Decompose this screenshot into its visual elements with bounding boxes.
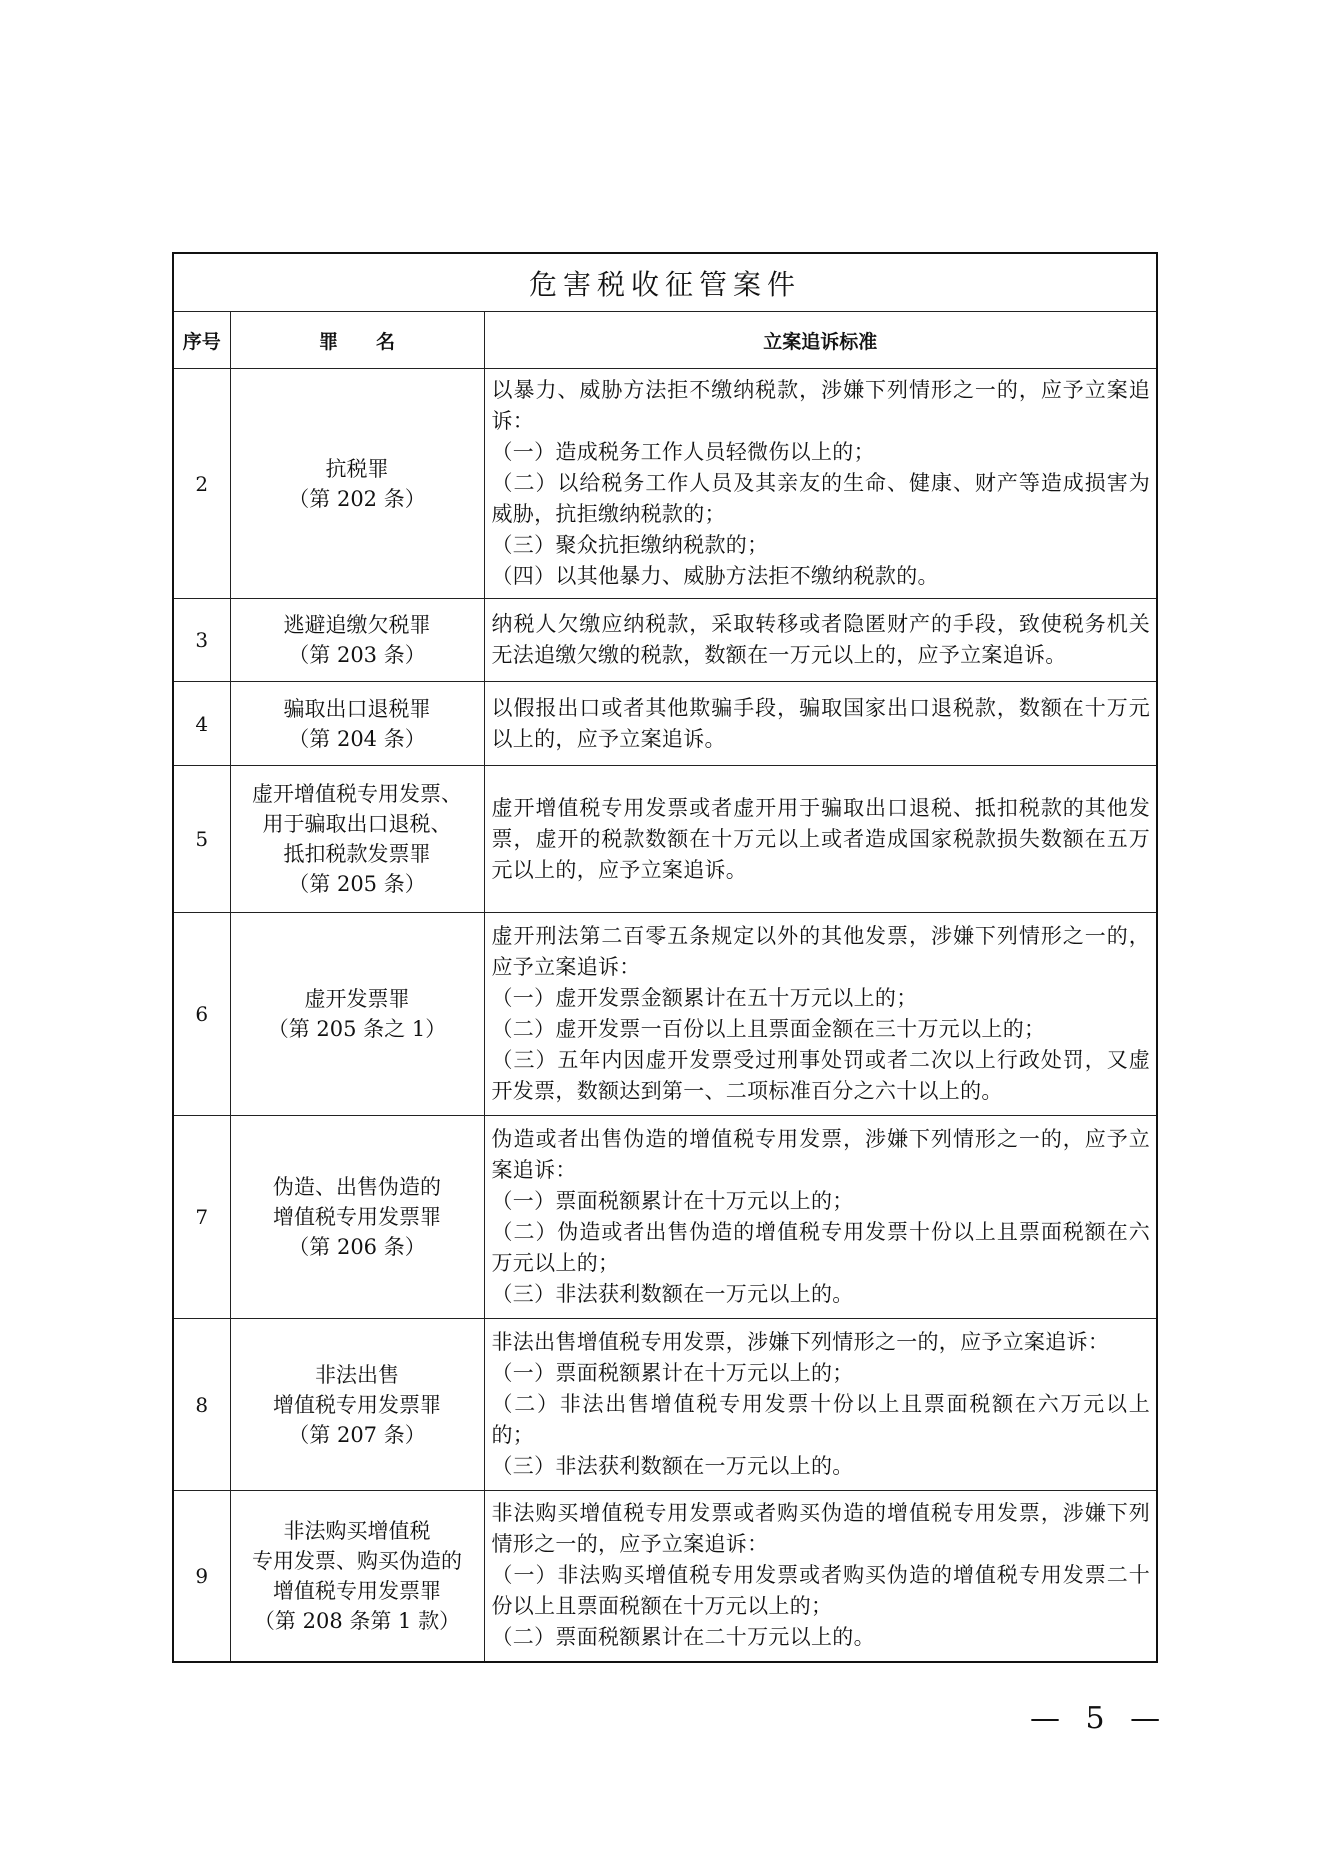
table-row <box>173 369 1157 599</box>
case-standards-table <box>172 252 1158 1663</box>
crime-name <box>230 599 484 682</box>
row-number: 7 <box>173 1116 230 1319</box>
crime-name-line: 抗税罪 <box>325 456 389 481</box>
crime-name <box>230 1116 484 1319</box>
standard-item: （二）虚开发票一百份以上且票面金额在三十万元以上的； <box>491 1017 1046 1041</box>
header-standard: 立案追诉标准 <box>484 312 1157 369</box>
table-header-row <box>173 312 1157 369</box>
crime-name <box>230 766 484 913</box>
filing-standard <box>484 1319 1157 1491</box>
crime-name-line: 专用发票、购买伪造的 <box>252 1548 462 1573</box>
standard-item: （二）以给税务工作人员及其亲友的生命、健康、财产等造成损害为威胁，抗拒缴纳税款的； <box>491 471 1151 526</box>
crime-article: （第 203 条） <box>288 643 426 667</box>
table-row <box>173 682 1157 766</box>
standard-paragraph: 纳税人欠缴应纳税款，采取转移或者隐匿财产的手段，致使税务机关无法追缴欠缴的税款，数额在一万元以上的，应予立案追诉。 <box>491 612 1151 667</box>
row-number: 8 <box>173 1319 230 1491</box>
crime-name-line: 非法出售 <box>315 1362 399 1387</box>
table-row <box>173 1491 1157 1662</box>
standard-paragraph: 虚开增值税专用发票或者虚开用于骗取出口退税、抵扣税款的其他发票，虚开的税款数额在十万元以上或者造成国家税款损失数额在五万元以上的，应予立案追诉。 <box>491 795 1151 882</box>
standard-item: （四）以其他暴力、威胁方法拒不缴纳税款的。 <box>491 564 939 588</box>
standard-paragraph: 非法购买增值税专用发票或者购买伪造的增值税专用发票，涉嫌下列情形之一的，应予立案追诉： <box>491 1501 1151 1557</box>
crime-name-line: 增值税专用发票罪 <box>273 1205 441 1229</box>
row-number: 4 <box>173 682 230 766</box>
crime-name-line: 虚开增值税专用发票、 <box>252 782 462 806</box>
standard-paragraph: 以假报出口或者其他欺骗手段，骗取国家出口退税款，数额在十万元以上的，应予立案追诉。 <box>491 695 1151 751</box>
crime-name-line: 虚开发票罪 <box>304 987 410 1011</box>
crime-name-line: 用于骗取出口退税、 <box>262 812 452 836</box>
standard-paragraph: 虚开刑法第二百零五条规定以外的其他发票，涉嫌下列情形之一的，应予立案追诉： <box>491 924 1151 979</box>
crime-name <box>230 1319 484 1491</box>
standard-item: （一）虚开发票金额累计在五十万元以上的； <box>491 986 918 1010</box>
crime-name-line: 抵扣税款发票罪 <box>283 842 431 866</box>
filing-standard <box>484 913 1157 1116</box>
page-number: — 5 — <box>1030 1701 1169 1736</box>
filing-standard <box>484 599 1157 682</box>
standard-paragraph: 以暴力、威胁方法拒不缴纳税款，涉嫌下列情形之一的，应予立案追诉： <box>491 378 1151 433</box>
standard-item: （二）票面税额累计在二十万元以上的。 <box>491 1625 875 1650</box>
standard-item: （三）非法获利数额在一万元以上的。 <box>491 1282 854 1306</box>
row-number: 3 <box>173 599 230 682</box>
standard-item: （一）票面税额累计在十万元以上的； <box>491 1361 854 1385</box>
filing-standard <box>484 1491 1157 1662</box>
crime-article: （第 208 条第 1 款） <box>253 1608 461 1633</box>
filing-standard <box>484 766 1157 913</box>
standard-item: （三）五年内因虚开发票受过刑事处罚或者二次以上行政处罚，又虚开发票，数额达到第一、二项标准百分之六十以上的。 <box>491 1048 1151 1103</box>
row-number: 9 <box>173 1491 230 1662</box>
crime-article: （第 206 条） <box>288 1235 426 1259</box>
crime-name-line: 伪造、出售伪造的 <box>273 1175 441 1199</box>
filing-standard <box>484 1116 1157 1319</box>
crime-name <box>230 913 484 1116</box>
row-number: 2 <box>173 369 230 599</box>
crime-name <box>230 369 484 599</box>
crime-name-line: 骗取出口退税罪 <box>283 696 431 721</box>
crime-name-line: 非法购买增值税 <box>283 1518 431 1543</box>
table-title: 危害税收征管案件 <box>173 253 1157 312</box>
standard-item: （一）造成税务工作人员轻微伤以上的； <box>491 440 875 464</box>
crime-name-line: 逃避追缴欠税罪 <box>283 613 431 637</box>
standard-item: （三）聚众抗拒缴纳税款的； <box>491 533 769 557</box>
standard-paragraph: 伪造或者出售伪造的增值税专用发票，涉嫌下列情形之一的，应予立案追诉： <box>491 1127 1151 1182</box>
header-name: 罪 名 <box>230 312 484 369</box>
row-number: 6 <box>173 913 230 1116</box>
crime-article: （第 204 条） <box>288 726 426 751</box>
standard-item: （一）非法购买增值税专用发票或者购买伪造的增值税专用发票二十份以上且票面税额在十万元以上的； <box>491 1563 1151 1619</box>
standard-item: （二）非法出售增值税专用发票十份以上且票面税额在六万元以上的； <box>491 1392 1151 1447</box>
standard-item: （二）伪造或者出售伪造的增值税专用发票十份以上且票面税额在六万元以上的； <box>491 1220 1151 1275</box>
standard-item: （三）非法获利数额在一万元以上的。 <box>491 1454 854 1478</box>
crime-name <box>230 682 484 766</box>
crime-article: （第 202 条） <box>288 486 426 511</box>
row-number: 5 <box>173 766 230 913</box>
crime-name <box>230 1491 484 1662</box>
filing-standard <box>484 682 1157 766</box>
crime-article: （第 205 条之 1） <box>267 1017 447 1041</box>
filing-standard <box>484 369 1157 599</box>
table-row <box>173 1319 1157 1491</box>
table-row <box>173 766 1157 913</box>
header-no: 序号 <box>173 312 230 369</box>
table-title-row <box>173 253 1157 312</box>
crime-name-line: 增值税专用发票罪 <box>273 1392 441 1417</box>
standard-paragraph: 非法出售增值税专用发票，涉嫌下列情形之一的，应予立案追诉： <box>491 1330 1110 1354</box>
table-row <box>173 599 1157 682</box>
crime-article: （第 205 条） <box>288 872 426 896</box>
standard-item: （一）票面税额累计在十万元以上的； <box>491 1189 854 1213</box>
crime-name-line: 增值税专用发票罪 <box>273 1578 441 1603</box>
crime-article: （第 207 条） <box>288 1422 426 1447</box>
table-row <box>173 1116 1157 1319</box>
table-row <box>173 913 1157 1116</box>
